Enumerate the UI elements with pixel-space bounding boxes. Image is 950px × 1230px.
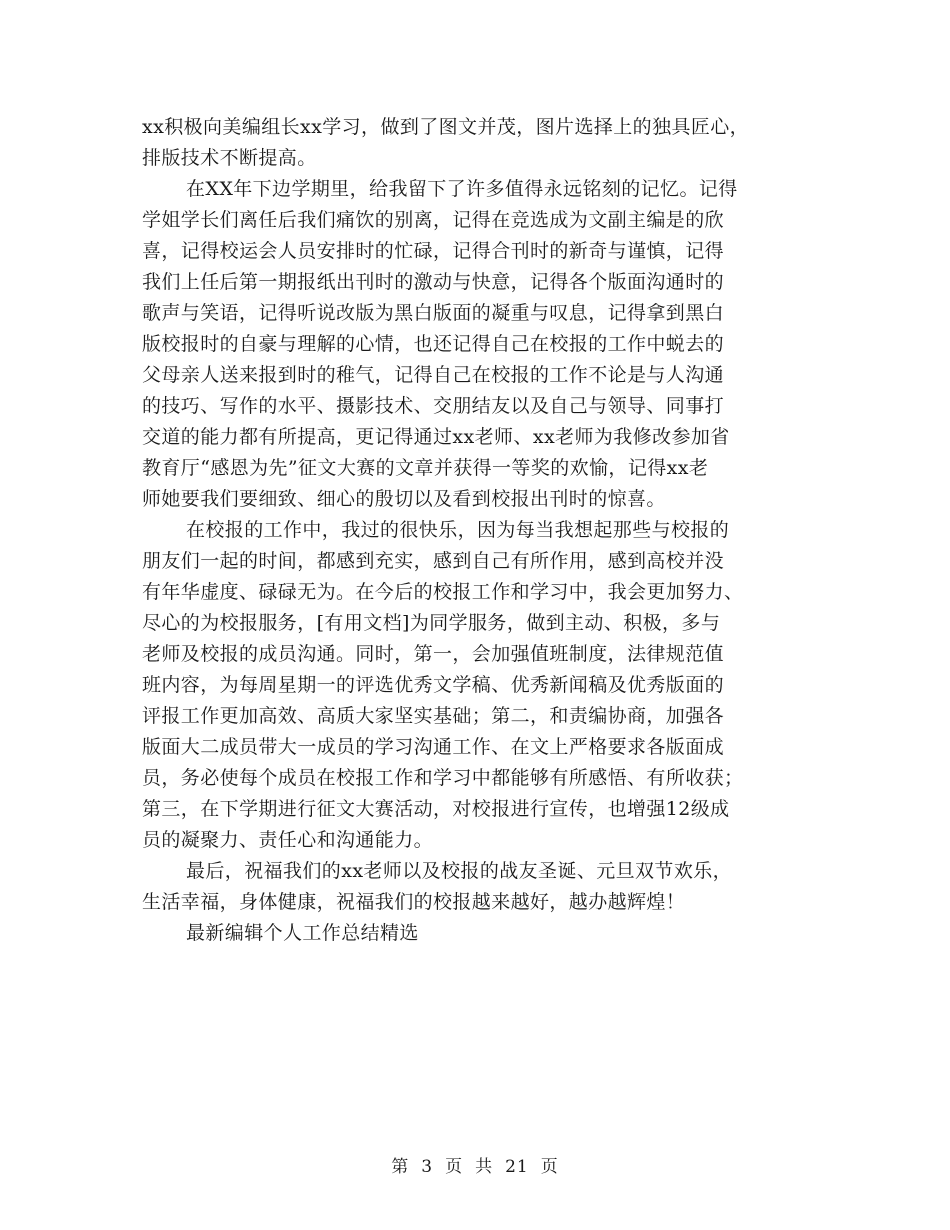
text-line: 我们上任后第一期报纸出刊时的激动与快意，记得各个版面沟通时的 xyxy=(142,271,725,293)
paragraph xyxy=(142,856,832,918)
text-line: 排版技术不断提高。 xyxy=(142,147,317,169)
paragraph xyxy=(142,515,832,856)
text-line: 尽心的为校报服务，[有用文档]为同学服务，做到主动、积极，多与 xyxy=(142,612,721,634)
document-body xyxy=(142,112,832,949)
text-line: 最后，祝福我们的xx老师以及校报的战友圣诞、元旦双节欢乐， xyxy=(186,860,733,882)
text-line: 有年华虚度、碌碌无为。在今后的校报工作和学习中，我会更加努力、 xyxy=(142,581,744,603)
text-line: 版面大二成员带大一成员的学习沟通工作、在文上严格要求各版面成 xyxy=(142,736,725,758)
page-footer xyxy=(0,1152,950,1177)
footer-current-page: 3 xyxy=(421,1157,434,1177)
text-line: 教育厅“感恩为先”征文大赛的文章并获得一等奖的欢愉，记得xx老 xyxy=(142,457,709,479)
footer-label-unit: 页 xyxy=(445,1157,464,1177)
footer-label-page: 第 xyxy=(391,1157,410,1177)
text-line: 班内容，为每周星期一的评选优秀文学稿、优秀新闻稿及优秀版面的 xyxy=(142,674,725,696)
text-line: 父母亲人送来报到时的稚气，记得自己在校报的工作不论是与人沟通 xyxy=(142,364,725,386)
footer-total-pages: 21 xyxy=(505,1157,529,1177)
text-line: 师她要我们要细致、细心的殷切以及看到校报出刊时的惊喜。 xyxy=(142,488,666,510)
text-line: 在校报的工作中，我过的很快乐，因为每当我想起那些与校报的 xyxy=(186,519,730,541)
text-line: 朋友们一起的时间，都感到充实，感到自己有所作用，感到高校并没 xyxy=(142,550,725,572)
text-line: 老师及校报的成员沟通。同时，第一，会加强值班制度，法律规范值 xyxy=(142,643,725,665)
text-line: 学姐学长们离任后我们痛饮的别离，记得在竞选成为文副主编是的欣 xyxy=(142,209,725,231)
paragraph xyxy=(142,918,832,949)
text-line: 版校报时的自豪与理解的心情，也还记得自己在校报的工作中蜕去的 xyxy=(142,333,725,355)
footer-label-unit-end: 页 xyxy=(540,1157,559,1177)
footer-label-total: 共 xyxy=(475,1157,494,1177)
text-line: 最新编辑个人工作总结精选 xyxy=(186,922,419,944)
text-line: 员的凝聚力、责任心和沟通能力。 xyxy=(142,829,434,851)
paragraph xyxy=(142,174,832,515)
text-line: 歌声与笑语，记得听说改版为黑白版面的凝重与叹息，记得拿到黑白 xyxy=(142,302,725,324)
text-line: 生活幸福，身体健康，祝福我们的校报越来越好，越办越辉煌！ xyxy=(142,891,686,913)
text-line: 评报工作更加高效、高质大家坚实基础；第二，和责编协商，加强各 xyxy=(142,705,725,727)
text-line: 的技巧、写作的水平、摄影技术、交朋结友以及自己与领导、同事打 xyxy=(142,395,725,417)
text-line: 喜，记得校运会人员安排时的忙碌，记得合刊时的新奇与谨慎，记得 xyxy=(142,240,725,262)
text-line: 员，务必使每个成员在校报工作和学习中都能够有所感悟、有所收获； xyxy=(142,767,744,789)
paragraph xyxy=(142,112,832,174)
text-line: 交道的能力都有所提高，更记得通过xx老师、xx老师为我修改参加省 xyxy=(142,426,730,448)
text-line: 在XX年下边学期里，给我留下了许多值得永远铭刻的记忆。记得 xyxy=(186,178,738,200)
text-line: 第三，在下学期进行征文大赛活动，对校报进行宣传，也增强12级成 xyxy=(142,798,730,820)
text-line: xx积极向美编组长xx学习，做到了图文并茂，图片选择上的独具匠心， xyxy=(142,116,750,138)
